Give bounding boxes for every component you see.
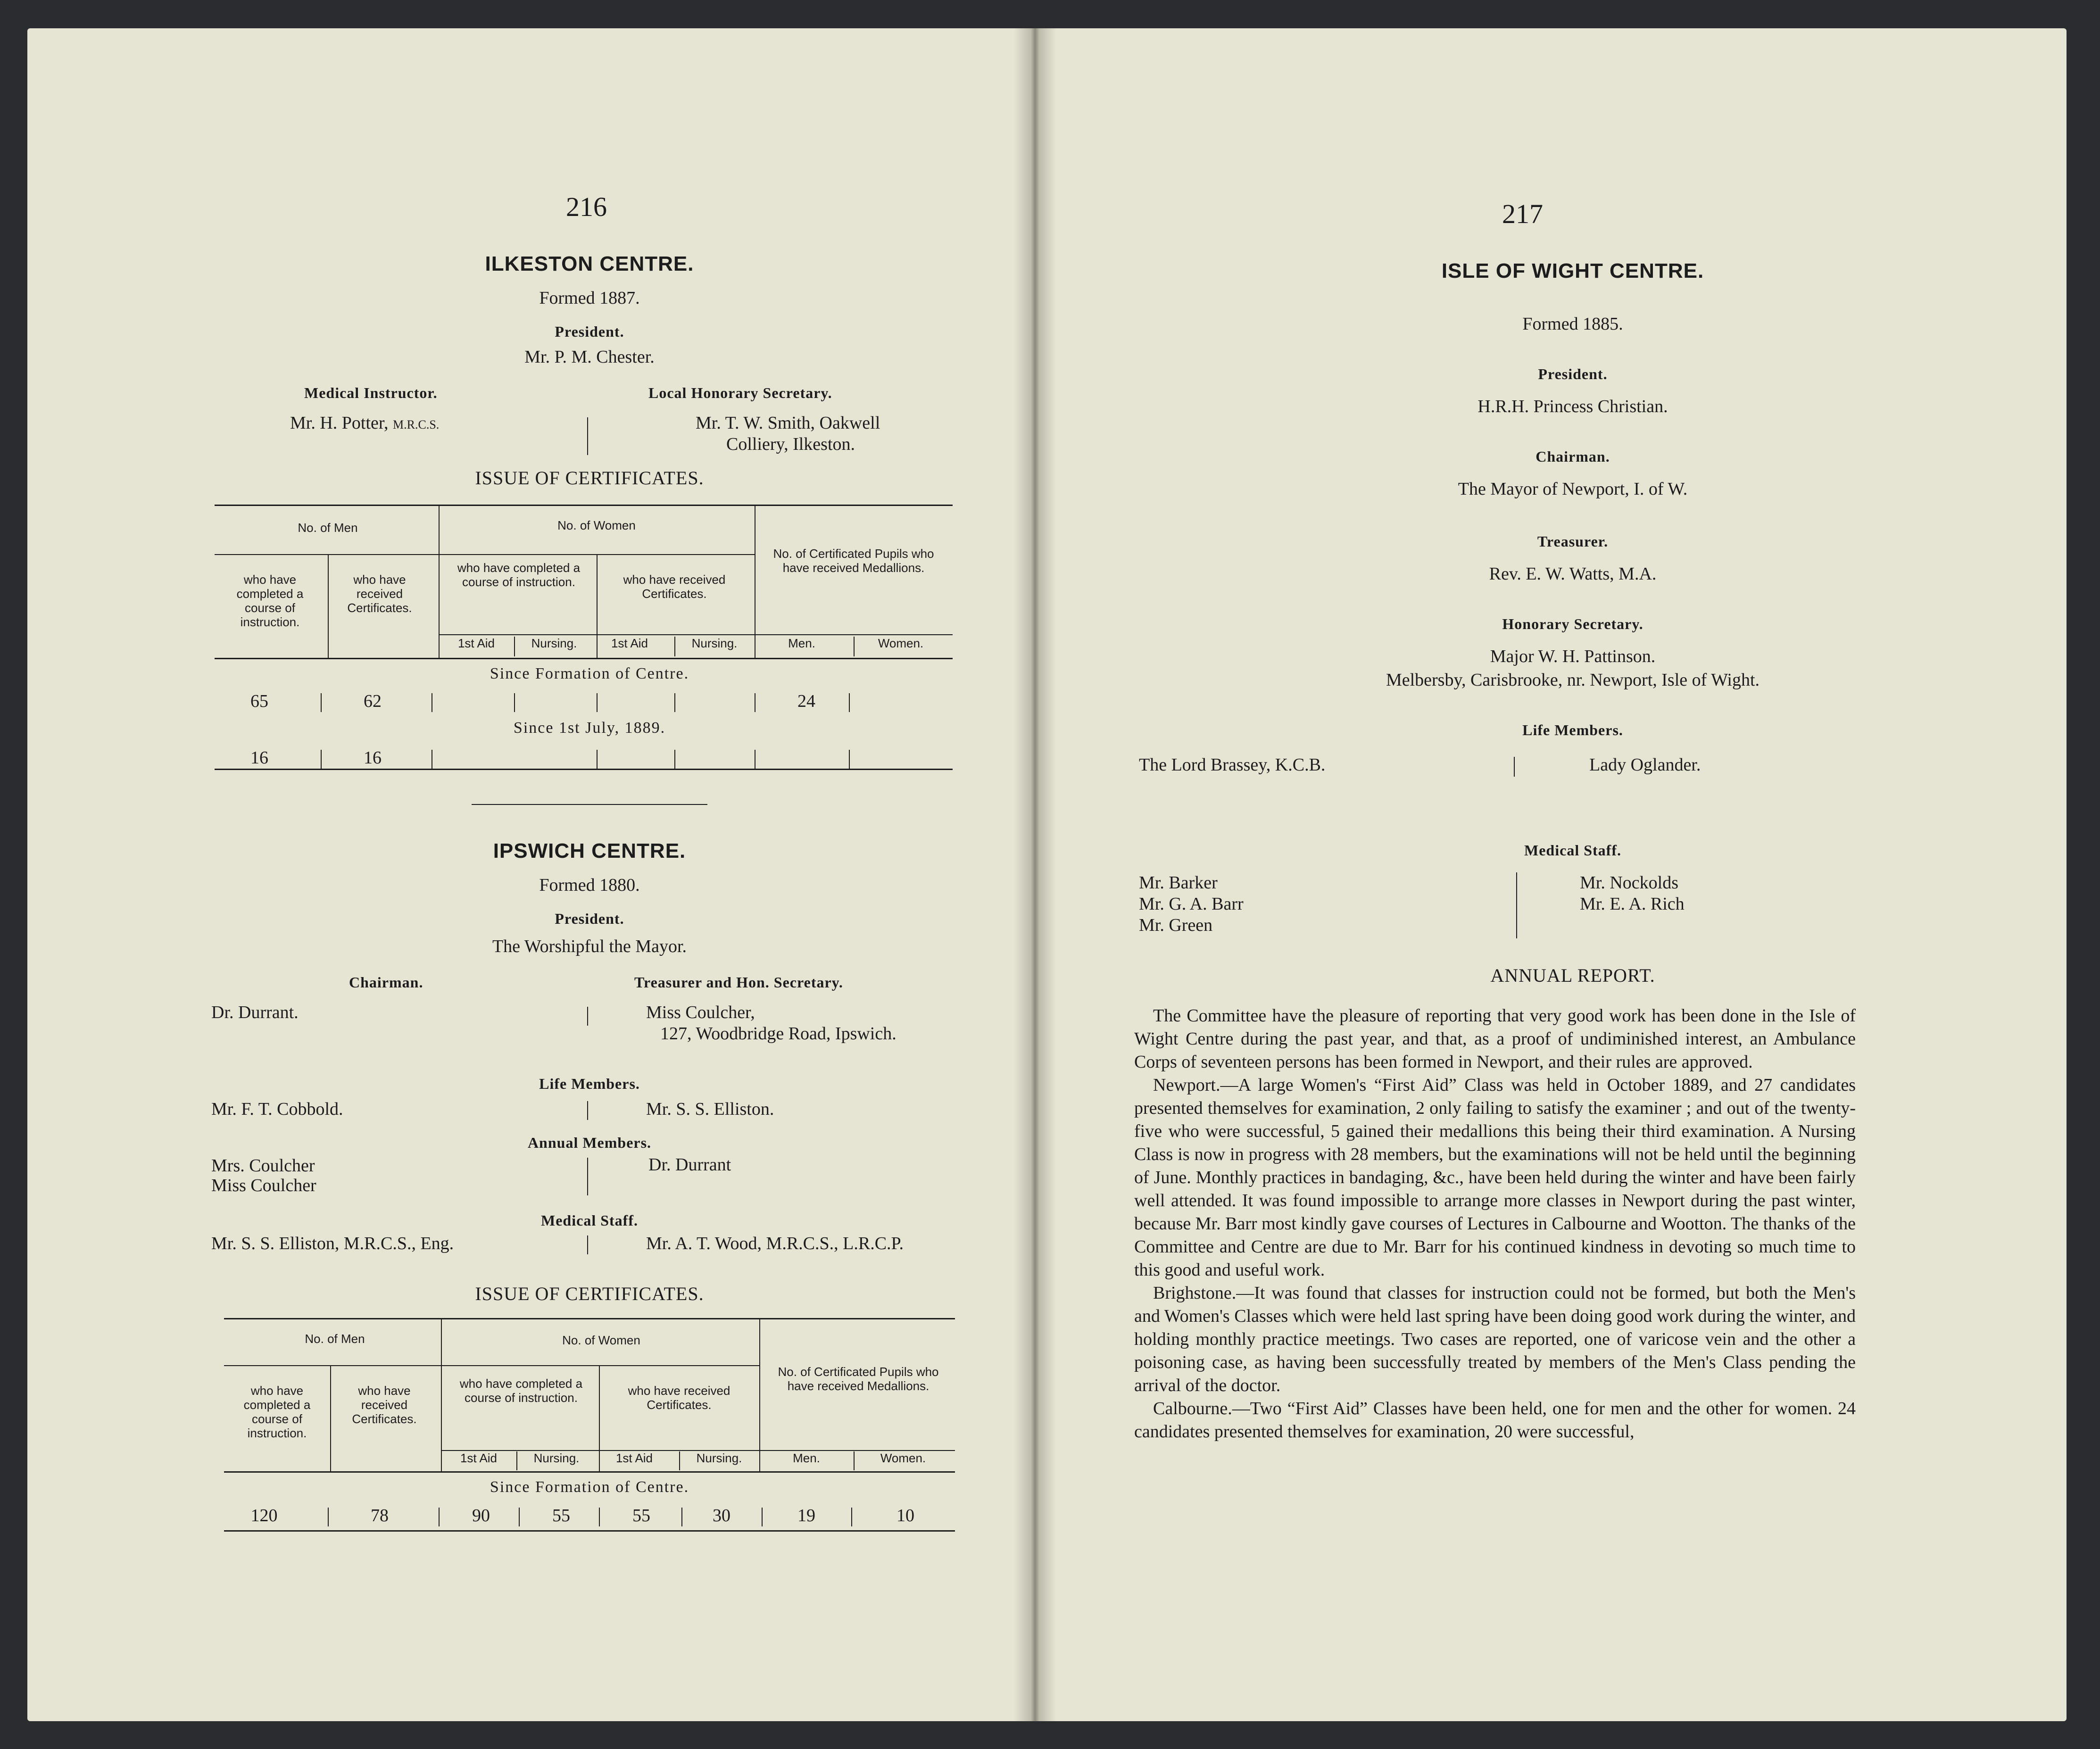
th-women-medal: Women. xyxy=(880,1451,926,1465)
ipswich-treasurer-label: Treasurer and Hon. Secretary. xyxy=(634,974,843,991)
ipswich-r1-c6: 30 xyxy=(713,1506,730,1525)
ipswich-r1-c1: 120 xyxy=(250,1506,278,1525)
divider xyxy=(587,417,588,455)
ilkeston-r1-c2: 62 xyxy=(364,691,382,711)
ilkeston-hon-secretary-line2: Colliery, Ilkeston. xyxy=(726,434,855,454)
divider xyxy=(587,1235,588,1254)
ilkeston-medical-instructor: Mr. H. Potter, M.R.C.S. xyxy=(290,413,440,433)
ipswich-r1-c7: 19 xyxy=(797,1506,815,1525)
annual-report-body xyxy=(1134,1004,1856,1443)
ilkeston-table-title: ISSUE OF CERTIFICATES. xyxy=(475,467,704,489)
th-men: No. of Men xyxy=(305,1332,365,1346)
iow-treasurer-label: Treasurer. xyxy=(1537,533,1609,550)
divider xyxy=(587,1007,588,1026)
th-nursing: Nursing. xyxy=(533,1451,580,1465)
ipswich-formed: Formed 1880. xyxy=(539,875,640,895)
iow-staff-left xyxy=(1139,872,1244,936)
ipswich-treasurer-line2: 127, Woodbridge Road, Ipswich. xyxy=(660,1024,896,1044)
ipswich-life-label: Life Members. xyxy=(539,1075,640,1092)
th-received: who have received Certificates. xyxy=(347,572,412,615)
ipswich-r1-c3: 90 xyxy=(472,1506,490,1525)
iow-staff-left-3: Mr. Green xyxy=(1139,915,1213,935)
ipswich-table-title: ISSUE OF CERTIFICATES. xyxy=(475,1283,704,1304)
iow-staff-right-2: Mr. E. A. Rich xyxy=(1580,894,1685,914)
ipswich-r1-c2: 78 xyxy=(371,1506,389,1525)
iow-life-left: The Lord Brassey, K.C.B. xyxy=(1139,755,1326,775)
iow-staff-label: Medical Staff. xyxy=(1524,842,1621,859)
th-men-medal: Men. xyxy=(788,636,815,650)
ilkeston-since-formation: Since Formation of Centre. xyxy=(490,665,689,682)
ilkeston-r1-c1: 65 xyxy=(250,691,268,711)
iow-president: H.R.H. Princess Christian. xyxy=(1477,397,1668,416)
th-first-aid-2: 1st Aid xyxy=(615,1451,653,1465)
ipswich-life-right: Mr. S. S. Elliston. xyxy=(646,1099,774,1119)
report-paragraph: Calbourne.—Two “First Aid” Classes have been held, one for men and the other for women. 24 candidates presented themselves for examination, 20 were successful, xyxy=(1134,1399,1856,1442)
ilkeston-formed: Formed 1887. xyxy=(539,288,640,308)
ilkeston-hon-secretary-label: Local Honorary Secretary. xyxy=(648,384,832,401)
ilkeston-r2-c2: 16 xyxy=(364,748,382,768)
divider xyxy=(587,1101,588,1120)
th-nursing-2: Nursing. xyxy=(696,1451,742,1465)
page-number-left: 216 xyxy=(566,191,607,222)
iow-chairman: The Mayor of Newport, I. of W. xyxy=(1458,479,1688,499)
ipswich-r1-c5: 55 xyxy=(632,1506,650,1525)
th-first-aid: 1st Aid xyxy=(460,1451,498,1465)
th-men-medal: Men. xyxy=(793,1451,820,1465)
iow-hon-secretary-line2: Melbersby, Carisbrooke, nr. Newport, Isle of Wight. xyxy=(1386,670,1760,690)
ipswich-chairman: Dr. Durrant. xyxy=(211,1003,299,1022)
iow-treasurer: Rev. E. W. Watts, M.A. xyxy=(1489,564,1657,584)
th-medallions: No. of Certificated Pupils who have received Medallions. xyxy=(778,1365,939,1393)
ipswich-annual-right: Dr. Durrant xyxy=(648,1155,731,1175)
th-received: who have received Certificates. xyxy=(352,1384,417,1426)
th-women-received: who have received Certificates. xyxy=(628,1384,730,1412)
th-women-completed: who have completed a course of instruction. xyxy=(457,561,581,589)
ipswich-r1-c4: 55 xyxy=(552,1506,570,1525)
th-first-aid: 1st Aid xyxy=(457,636,495,650)
iow-staff-right-1: Mr. Nockolds xyxy=(1580,873,1678,893)
th-completed: who have completed a course of instruction. xyxy=(236,572,304,629)
iow-president-label: President. xyxy=(1538,365,1608,382)
ilkeston-r1-c7: 24 xyxy=(797,691,815,711)
th-women: No. of Women xyxy=(557,518,636,532)
iow-chairman-label: Chairman. xyxy=(1536,448,1610,465)
divider xyxy=(1516,872,1517,938)
book-gutter xyxy=(1014,28,1056,1721)
ilkeston-president-label: President. xyxy=(555,323,624,340)
ipswich-r1-c8: 10 xyxy=(896,1506,914,1525)
ipswich-title: IPSWICH CENTRE. xyxy=(493,839,686,862)
ilkeston-since-july: Since 1st July, 1889. xyxy=(513,719,666,737)
ipswich-staff-left: Mr. S. S. Elliston, M.R.C.S., Eng. xyxy=(211,1234,454,1253)
ipswich-life-left: Mr. F. T. Cobbold. xyxy=(211,1099,343,1119)
left-page xyxy=(27,28,1029,1721)
iow-life-right: Lady Oglander. xyxy=(1589,755,1701,775)
ipswich-president: The Worshipful the Mayor. xyxy=(492,937,687,956)
iow-formed: Formed 1885. xyxy=(1522,314,1623,334)
ipswich-annual-label: Annual Members. xyxy=(527,1134,652,1151)
th-first-aid-2: 1st Aid xyxy=(611,636,648,650)
ipswich-chairman-label: Chairman. xyxy=(349,974,423,991)
report-paragraph: Newport.—A large Women's “First Aid” Class was held in October 1889, and 27 candidates presented themselves for examination, 2 only failing to satisfy the examiner ; and out of the twenty-five who were successful, 5 gained their medallions this being their third examination. A Nursing Class is now in progress with 28 members, but the examinations will not be held until the beginning of June. Monthly practices in bandaging, &c., have been held during the winter and have been fairly well attended. It was found impossible to arrange more classes in Newport during the past winter, because Mr. Barr most kindly gave courses of Lectures in Calbourne and Wootton. The thanks of the Committee and Centre are due to Mr. Barr for his continued kindness in devoting so much time to this good and useful work. xyxy=(1134,1075,1856,1280)
th-women: No. of Women xyxy=(562,1333,640,1347)
page-number-right: 217 xyxy=(1502,199,1543,229)
iow-report-title: ANNUAL REPORT. xyxy=(1490,965,1655,986)
th-medallions: No. of Certificated Pupils who have received Medallions. xyxy=(773,547,934,575)
th-women-received: who have received Certificates. xyxy=(623,572,726,601)
iow-staff-left-2: Mr. G. A. Barr xyxy=(1139,894,1244,914)
divider xyxy=(1514,757,1515,777)
th-women-medal: Women. xyxy=(878,636,924,650)
th-nursing: Nursing. xyxy=(531,636,577,650)
ilkeston-title: ILKESTON CENTRE. xyxy=(485,252,694,275)
th-completed: who have completed a course of instruction. xyxy=(243,1384,311,1440)
divider xyxy=(587,1158,588,1195)
iow-title: ISLE OF WIGHT CENTRE. xyxy=(1441,259,1704,282)
ipswich-president-label: President. xyxy=(555,910,624,927)
ipswich-since-formation: Since Formation of Centre. xyxy=(490,1478,689,1496)
ilkeston-hon-secretary-line1: Mr. T. W. Smith, Oakwell xyxy=(696,413,880,433)
th-women-completed: who have completed a course of instruction. xyxy=(459,1376,583,1405)
th-nursing-2: Nursing. xyxy=(691,636,738,650)
ilkeston-medical-instructor-label: Medical Instructor. xyxy=(304,384,438,401)
ipswich-staff-right: Mr. A. T. Wood, M.R.C.S., L.R.C.P. xyxy=(646,1234,904,1253)
iow-hon-secretary-label: Honorary Secretary. xyxy=(1502,615,1643,632)
iow-life-label: Life Members. xyxy=(1522,721,1623,738)
section-rule xyxy=(472,804,707,805)
ipswich-annual-left-2: Miss Coulcher xyxy=(211,1176,316,1195)
report-paragraph: The Committee have the pleasure of reporting that very good work has been done in the Isle of Wight Centre during the past year, and that, as a proof of undiminished interest, an Ambulance Corps of seventeen persons has been formed in Newport, and their rules are approved. xyxy=(1134,1006,1856,1072)
iow-hon-secretary-line1: Major W. H. Pattinson. xyxy=(1490,647,1656,666)
th-men: No. of Men xyxy=(298,521,358,535)
report-paragraph: Brighstone.—It was found that classes for instruction could not be formed, but both the Men's and Women's Classes which were held last spring have been doing good work during the winter, and holding monthly practice meetings. Two cases are reported, one of varicose vein and the other a poisoning case, as having been successfully treated by members of the Men's Class pending the arrival of the doctor. xyxy=(1134,1283,1856,1395)
ipswich-staff-label: Medical Staff. xyxy=(541,1212,638,1229)
ipswich-annual-left-1: Mrs. Coulcher xyxy=(211,1156,315,1176)
ipswich-treasurer-line1: Miss Coulcher, xyxy=(646,1003,755,1022)
iow-staff-left-1: Mr. Barker xyxy=(1139,873,1218,893)
ilkeston-president: Mr. P. M. Chester. xyxy=(524,347,655,367)
ilkeston-r2-c1: 16 xyxy=(250,748,268,768)
iow-staff-right xyxy=(1580,872,1685,915)
